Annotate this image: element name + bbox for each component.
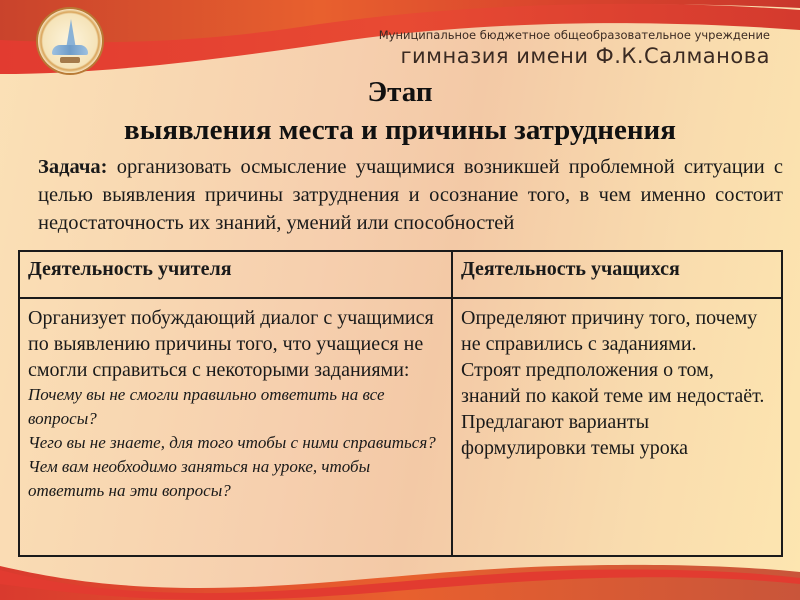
table-header-row bbox=[19, 251, 782, 298]
header-student-activity: Деятельность учащихся bbox=[452, 251, 782, 298]
teacher-activity-cell bbox=[19, 298, 452, 556]
activity-table bbox=[18, 250, 783, 557]
school-emblem-logo bbox=[38, 9, 102, 73]
student-activity-cell bbox=[452, 298, 782, 556]
teacher-intro: Организует побуждающий диалог с учащимися по выявлению причины того, что учащиеся не смогли справиться с некоторыми заданиями: bbox=[28, 307, 434, 381]
book-wings-icon bbox=[52, 45, 88, 55]
teacher-question: Почему вы не смогли правильно ответить на все вопросы? bbox=[28, 385, 385, 428]
emblem-base-icon bbox=[60, 57, 80, 63]
task-text: организовать осмысление учащимися возникшей проблемной ситуации с целью выявления причины затруднения и осознание того, в чем именно состоит недостаточность их знаний, умений или способностей bbox=[38, 156, 783, 234]
slide-title-line1: Этап bbox=[367, 76, 433, 108]
table-row bbox=[19, 298, 782, 556]
teacher-question: Чем вам необходимо заняться на уроке, чтобы ответить на эти вопросы? bbox=[28, 457, 371, 500]
task-label: Задача: bbox=[38, 156, 108, 178]
institution-line: Муниципальное бюджетное общеобразовательное учреждение bbox=[378, 28, 770, 42]
student-activity: Предлагают варианты формулировки темы урока bbox=[461, 411, 688, 459]
student-activity: Строят предположения о том, знаний по какой теме им недостаёт. bbox=[461, 359, 765, 407]
header-teacher-activity: Деятельность учителя bbox=[19, 251, 452, 298]
task-paragraph bbox=[38, 153, 783, 237]
bottom-wave-decoration bbox=[0, 560, 800, 600]
slide-title-line2: выявления места и причины затруднения bbox=[124, 114, 676, 146]
teacher-question: Чего вы не знаете, для того чтобы с ними справиться? bbox=[28, 433, 436, 452]
school-name: гимназия имени Ф.К.Салманова bbox=[400, 44, 770, 68]
student-activity: Определяют причину того, почему не справились с заданиями. bbox=[461, 307, 758, 355]
